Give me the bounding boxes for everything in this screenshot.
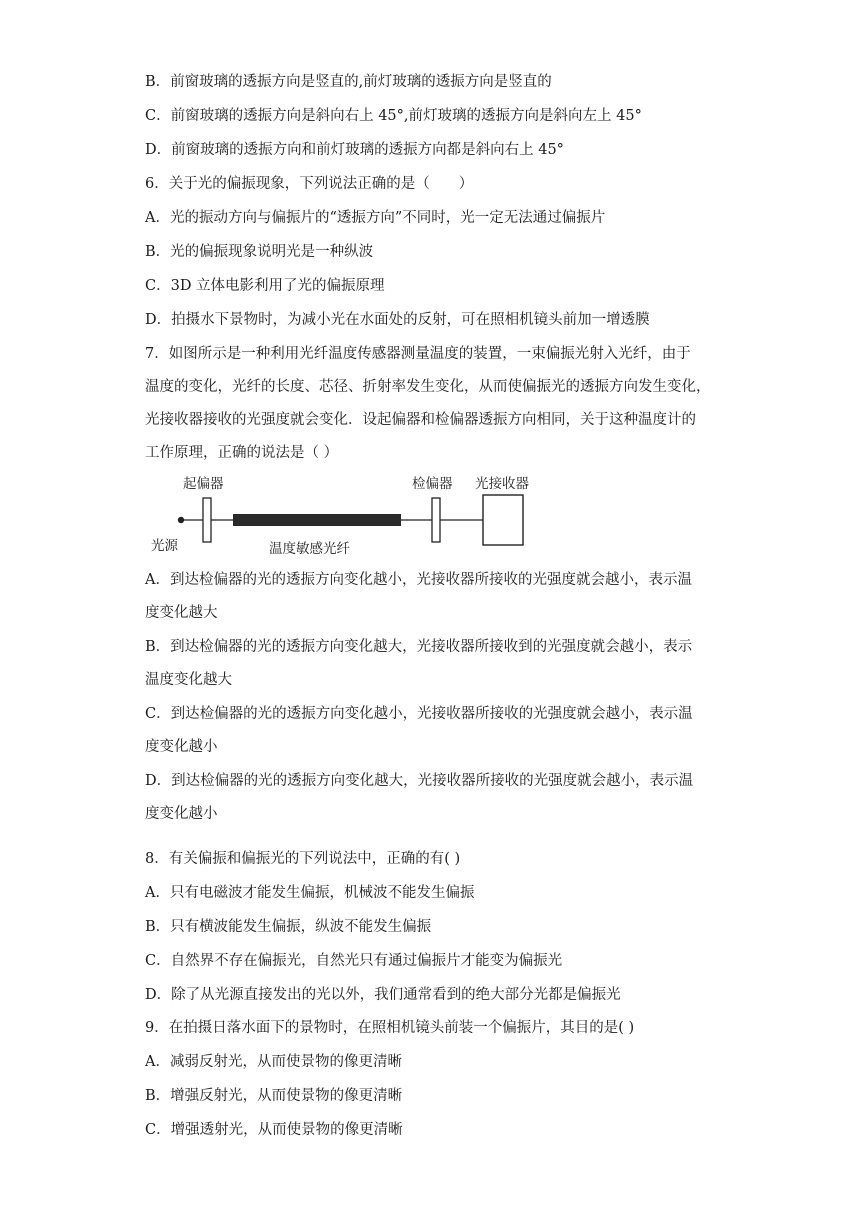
question-7-stem-line: 温度的变化，光纤的长度、芯径、折射率发生变化，从而使偏振光的透振方向发生变化， — [145, 379, 711, 395]
analyzer-plate — [432, 498, 440, 542]
question-9-stem: 9．在拍摄日落水面下的景物时，在照相机镜头前装一个偏振片，其目的是( ) — [145, 1020, 635, 1036]
fiber-sensor-diagram — [145, 470, 545, 560]
question-8-stem: 8．有关偏振和偏振光的下列说法中，正确的有( ) — [145, 851, 461, 867]
option-6c: C．3D 立体电影利用了光的偏振原理 — [145, 278, 385, 294]
option-8c: C．自然界不存在偏振光，自然光只有通过偏振片才能变为偏振光 — [145, 953, 563, 969]
option-7d-cont: 度变化越小 — [145, 806, 218, 822]
option-5b: B．前窗玻璃的透振方向是竖直的,前灯玻璃的透振方向是竖直的 — [145, 74, 552, 90]
option-9b: B．增强反射光，从而使景物的像更清晰 — [145, 1088, 403, 1104]
option-5d: D．前窗玻璃的透振方向和前灯玻璃的透振方向都是斜向右上 45° — [145, 142, 564, 158]
option-7b-cont: 温度变化越大 — [145, 672, 232, 688]
question-7-stem-line: 光接收器接收的光强度就会变化．设起偏器和检偏器透振方向相同，关于这种温度计的 — [145, 412, 696, 428]
option-6d: D．拍摄水下景物时，为减小光在水面处的反射，可在照相机镜头前加一增透膜 — [145, 312, 650, 328]
receiver-label: 光接收器 — [475, 476, 529, 492]
option-8d: D．除了从光源直接发出的光以外，我们通常看到的绝大部分光都是偏振光 — [145, 987, 621, 1003]
question-7-stem-line: 工作原理，正确的说法是（ ） — [145, 445, 339, 461]
option-8a: A．只有电磁波才能发生偏振，机械波不能发生偏振 — [145, 885, 475, 901]
source-label: 光源 — [151, 538, 178, 554]
option-7a: A．到达检偏器的光的透振方向变化越小，光接收器所接收的光强度就会越小，表示温 — [145, 572, 692, 588]
option-9a: A．减弱反射光，从而使景物的像更清晰 — [145, 1054, 402, 1070]
option-6b: B．光的偏振现象说明光是一种纵波 — [145, 244, 374, 260]
option-7a-cont: 度变化越大 — [145, 605, 218, 621]
option-7c: C．到达检偏器的光的透振方向变化越小，光接收器所接收的光强度就会越小，表示温 — [145, 706, 693, 722]
temperature-sensitive-fiber — [233, 514, 401, 526]
option-6a: A．光的振动方向与偏振片的“透振方向”不同时，光一定无法通过偏振片 — [145, 210, 606, 226]
option-9c: C．增强透射光，从而使景物的像更清晰 — [145, 1122, 403, 1138]
option-7b: B．到达检偏器的光的透振方向变化越大，光接收器所接收到的光强度就会越小，表示 — [145, 639, 693, 655]
light-source-dot — [178, 517, 184, 523]
question-7-stem-line: 7．如图所示是一种利用光纤温度传感器测量温度的装置，一束偏振光射入光纤，由于 — [145, 346, 691, 362]
question-6-stem: 6．关于光的偏振现象，下列说法正确的是（ ） — [145, 176, 474, 192]
option-5c: C．前窗玻璃的透振方向是斜向右上 45°,前灯玻璃的透振方向是斜向左上 45° — [145, 108, 642, 124]
option-7c-cont: 度变化越小 — [145, 739, 218, 755]
fiber-label: 温度敏感光纤 — [269, 541, 350, 557]
light-receiver-box — [483, 495, 523, 545]
analyzer-label: 检偏器 — [412, 476, 453, 492]
polarizer-label: 起偏器 — [183, 476, 224, 492]
polarizer-plate — [203, 498, 211, 542]
option-8b: B．只有横波能发生偏振，纵波不能发生偏振 — [145, 919, 432, 935]
option-7d: D．到达检偏器的光的透振方向变化越大，光接收器所接收的光强度就会越小，表示温 — [145, 773, 694, 789]
